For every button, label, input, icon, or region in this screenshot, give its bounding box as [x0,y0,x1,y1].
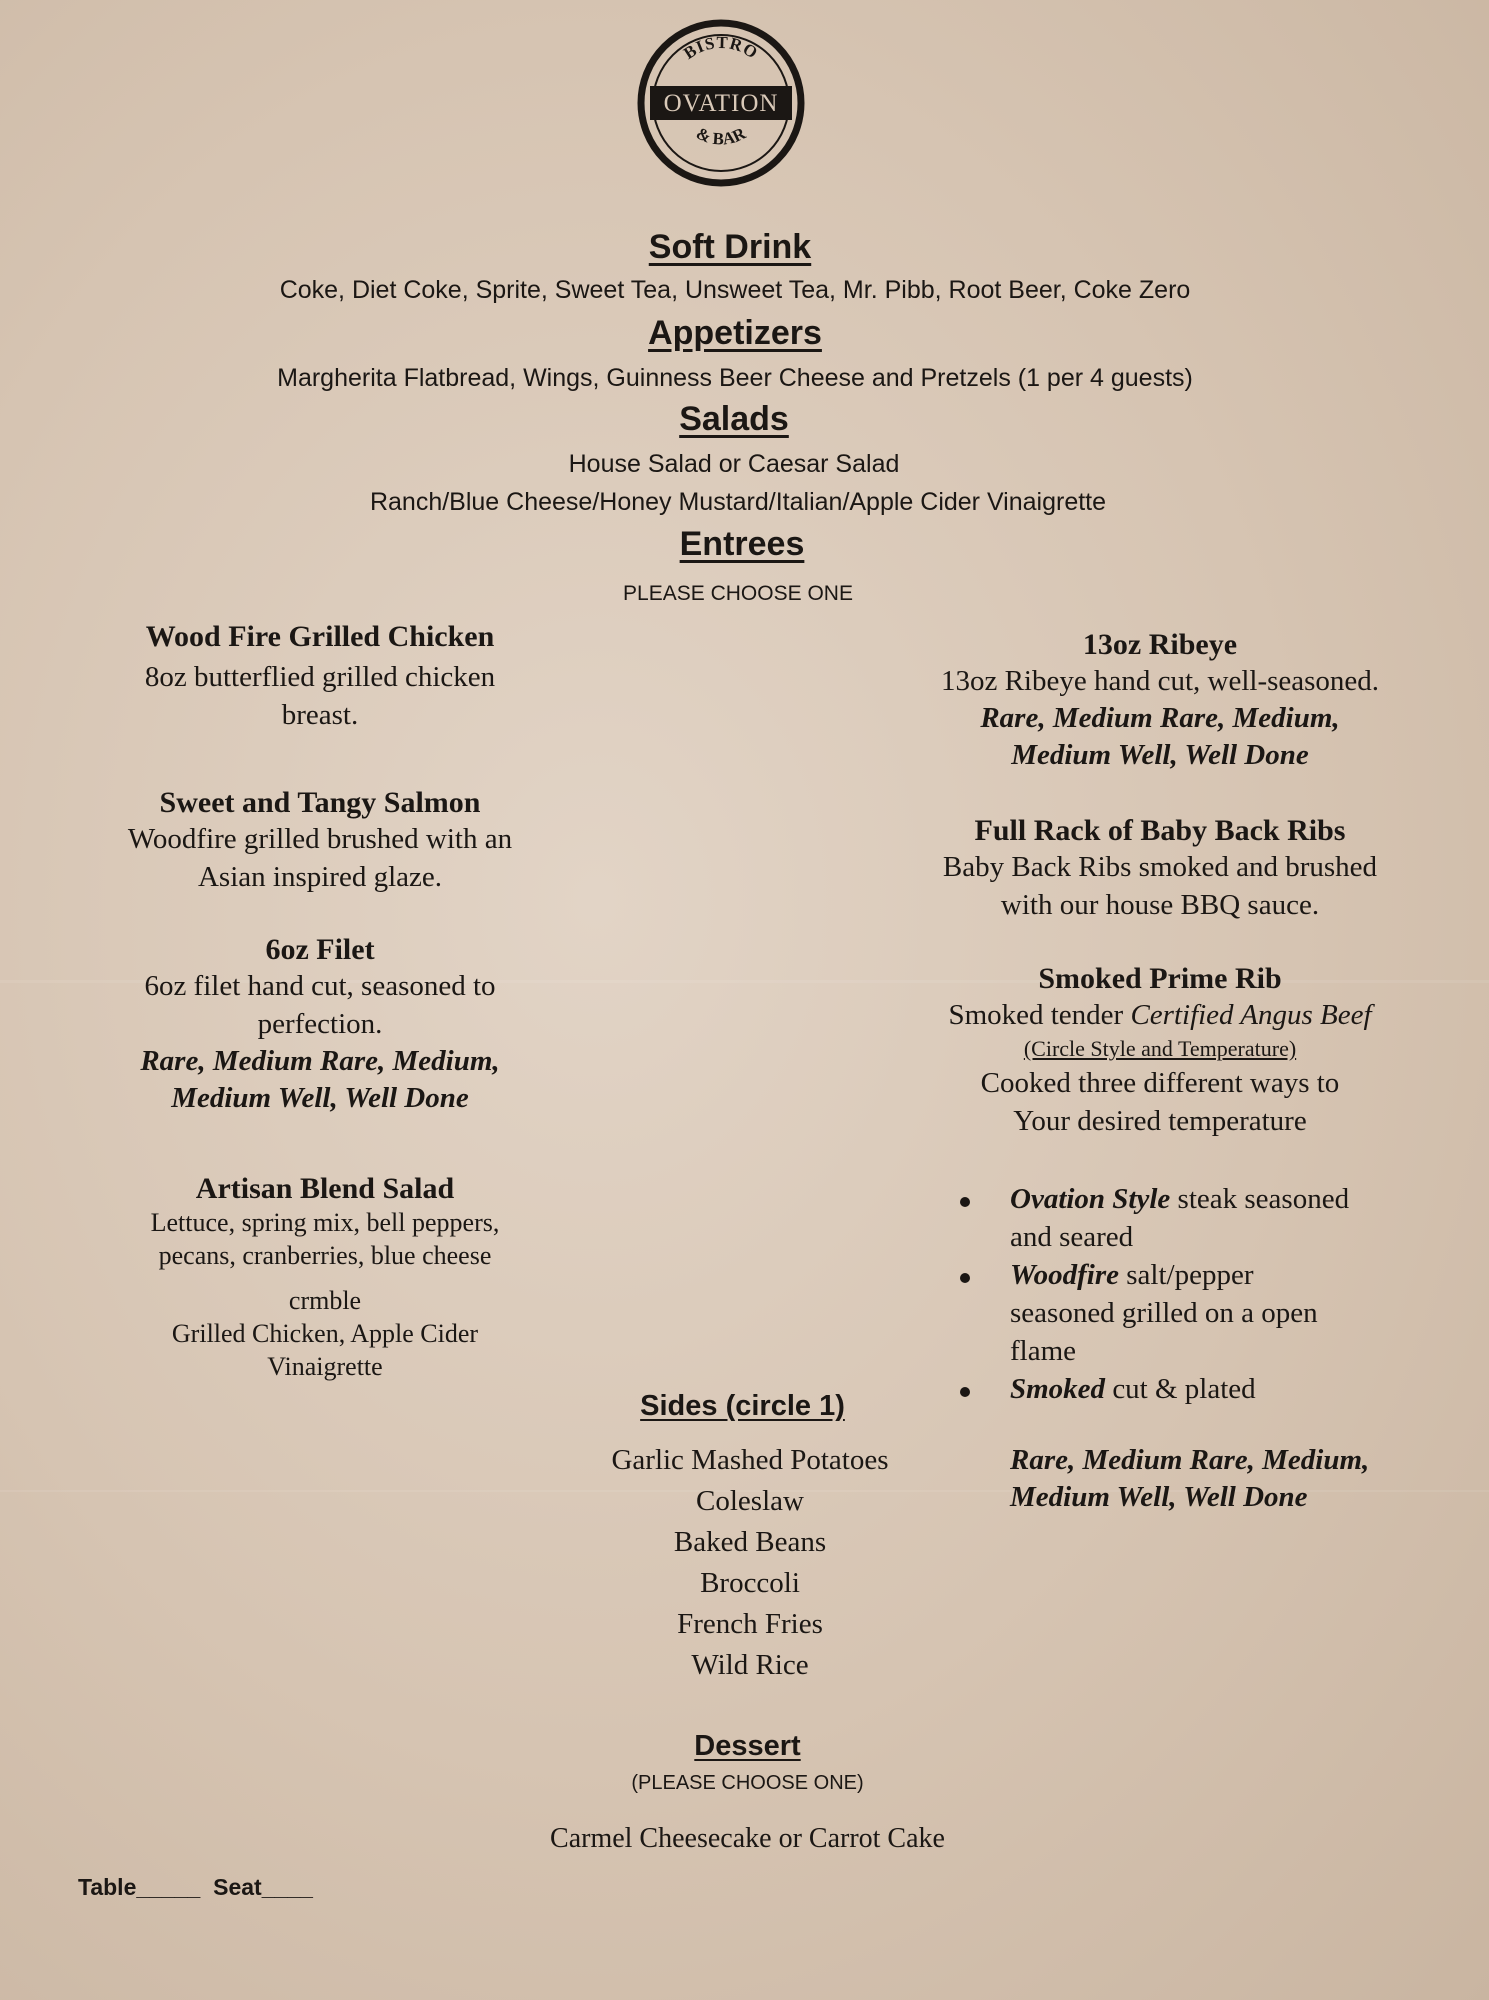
entree-name: Full Rack of Baby Back Ribs [974,814,1346,847]
entree-desc-line: Baby Back Ribs smoked and brushed [942,851,1378,883]
svg-text:& BAR [693,123,749,148]
side-item[interactable]: French Fries [677,1608,823,1640]
temperature-options: Medium Well, Well Done [1010,1481,1308,1513]
appetizers-items: Margherita Flatbread, Wings, Guinness Beer Cheese and Pretzels (1 per 4 guests) [277,364,1193,392]
seat-label: Seat [213,1874,262,1900]
entree-baby-back-ribs [900,814,1420,924]
entree-name: Smoked Prime Rib [1038,962,1282,995]
temperature-options: Rare, Medium Rare, Medium, [1010,1444,1370,1476]
bullet-icon [960,1387,970,1397]
entree-desc-line: crmble [288,1286,362,1315]
bullet-icon [960,1273,970,1283]
entree-name: 13oz Ribeye [1082,628,1238,661]
logo-top-text: BISTRO [680,32,762,63]
entree-artisan-salad [90,1172,560,1383]
style-name: Woodfire [1010,1259,1120,1291]
entree-wood-fire-chicken [90,620,550,734]
logo-bottom-text: & BAR [693,123,749,149]
side-item[interactable]: Coleslaw [696,1485,804,1517]
style-name: Smoked [1010,1373,1106,1405]
svg-text:BISTRO [680,33,761,63]
prime-rib-styles [960,1180,1400,1408]
entree-name: Sweet and Tangy Salmon [159,786,481,819]
style-desc: steak seasoned [1170,1183,1350,1215]
side-item[interactable]: Garlic Mashed Potatoes [611,1444,889,1476]
style-option-ovation[interactable] [960,1180,1400,1256]
salads-line-2: Ranch/Blue Cheese/Honey Mustard/Italian/Apple Cider Vinaigrette [369,488,1107,516]
dessert-heading: Dessert [694,1730,801,1762]
entree-desc-line: Woodfire grilled brushed with an [127,823,513,855]
table-seat-line [78,1874,313,1901]
side-item[interactable]: Wild Rice [691,1649,809,1681]
soft-drink-items: Coke, Diet Coke, Sprite, Sweet Tea, Unsweet Tea, Mr. Pibb, Root Beer, Coke Zero [279,276,1191,304]
entrees-subheading: PLEASE CHOOSE ONE [623,582,853,605]
style-name: Ovation Style [1010,1183,1171,1215]
style-option-woodfire[interactable] [960,1256,1400,1370]
style-desc-cont: flame [1010,1335,1077,1367]
entree-salmon [90,786,550,896]
dessert-items: Carmel Cheesecake or Carrot Cake [550,1823,945,1854]
entree-desc-line: 8oz butterflied grilled chicken [144,661,496,693]
entree-desc-line: Your desired temperature [1013,1105,1307,1137]
entree-desc-line: Asian inspired glaze. [197,861,442,893]
temperature-options: Rare, Medium Rare, Medium, [980,702,1340,734]
restaurant-logo [636,18,806,188]
temperature-options: Medium Well, Well Done [1011,739,1309,771]
entree-desc-line: 13oz Ribeye hand cut, well-seasoned. [940,665,1380,697]
entree-desc-line: perfection. [257,1008,383,1040]
style-desc-cont: and seared [1010,1221,1134,1253]
salads-heading: Salads [679,400,789,438]
entree-desc-line: breast. [281,699,359,731]
entree-desc-line: Vinaigrette [267,1352,383,1381]
entree-desc-line [900,996,1420,1034]
entree-desc-line: Lettuce, spring mix, bell peppers, [150,1208,500,1237]
prime-rib-temps [1010,1442,1430,1516]
circle-style-note: (Circle Style and Temperature) [1023,1036,1297,1061]
entrees-heading: Entrees [679,525,805,563]
entree-name: Wood Fire Grilled Chicken [145,620,495,653]
style-desc-cont: seasoned grilled on a open [1010,1297,1318,1329]
logo-middle-text: OVATION [663,90,779,117]
entree-desc-line: pecans, cranberries, blue cheese [158,1241,492,1270]
entree-desc-line: with our house BBQ sauce. [1000,889,1320,921]
style-option-smoked[interactable] [960,1370,1400,1408]
appetizers-heading: Appetizers [648,314,822,352]
certified-angus-beef: Certified Angus Beef [1130,999,1372,1031]
soft-drink-heading: Soft Drink [648,228,812,266]
style-desc: salt/pepper [1119,1259,1254,1291]
seat-blank[interactable]: ____ [261,1874,313,1900]
entree-desc-line: Cooked three different ways to [980,1067,1340,1099]
table-label: Table [78,1874,137,1900]
entree-filet [90,933,550,1117]
side-item[interactable]: Baked Beans [673,1526,827,1558]
style-desc: cut & plated [1105,1373,1256,1405]
temperature-options: Rare, Medium Rare, Medium, [140,1045,500,1077]
entree-prime-rib [900,962,1420,1140]
side-item[interactable]: Broccoli [700,1567,800,1599]
sides-heading: Sides (circle 1) [640,1390,845,1422]
temperature-options: Medium Well, Well Done [171,1082,469,1114]
entree-name: Artisan Blend Salad [195,1172,455,1205]
bullet-icon [960,1197,970,1207]
entree-name: 6oz Filet [265,933,375,966]
dessert-subheading: (PLEASE CHOOSE ONE) [631,1772,864,1794]
entree-ribeye [900,628,1420,774]
table-blank[interactable]: _____ [136,1874,201,1900]
salads-line-1: House Salad or Caesar Salad [568,450,900,478]
sides-list [540,1440,960,1686]
prime-rib-desc-prefix: Smoked tender [948,999,1131,1031]
entree-desc-line: 6oz filet hand cut, seasoned to [144,970,496,1002]
entree-desc-line: Grilled Chicken, Apple Cider [171,1319,479,1348]
